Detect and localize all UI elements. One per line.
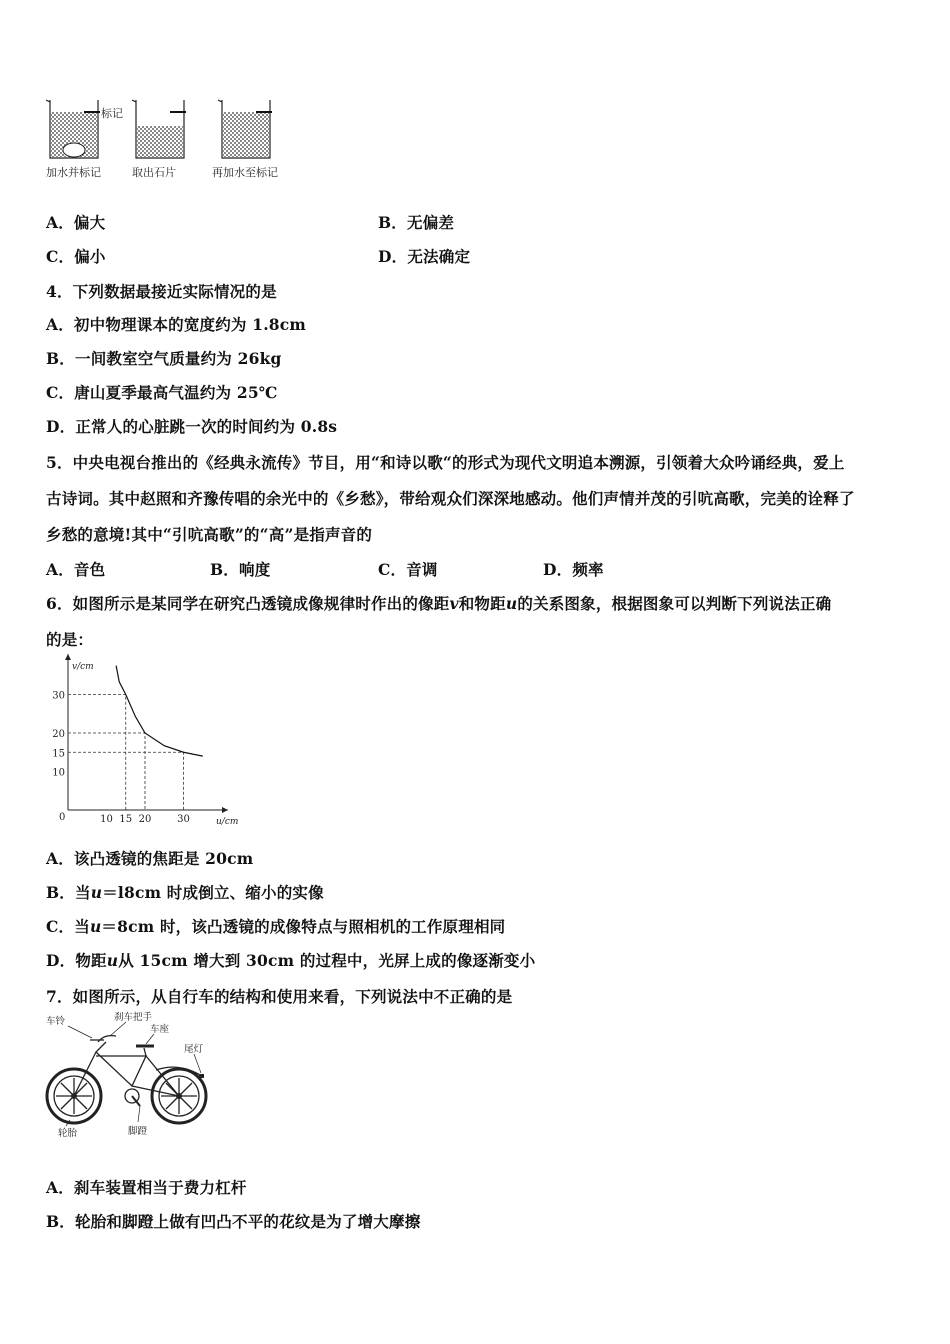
q6-option-b-post: ＝l8cm 时成倒立、缩小的实像 [102, 883, 324, 902]
q4-option-a: A．初中物理课本的宽度约为 1.8cm [46, 315, 307, 334]
beaker-3 [218, 100, 272, 158]
guide-line-1 [68, 733, 145, 810]
bicycle-figure [44, 1010, 219, 1145]
y-tick-20: 20 [52, 729, 65, 740]
q6-option-d-var: u [106, 951, 119, 970]
origin-label: 0 [59, 812, 66, 823]
q6-option-a: A．该凸透镜的焦距是 20cm [46, 849, 254, 868]
q5-stem-line-1: 5．中央电视台推出的《经典永流传》节目，用“和诗以歌“的形式为现代文明追本溯源，引领着大众吟诵经典，爱上 [46, 453, 845, 472]
q6-option-b-var: u [90, 883, 103, 902]
stone-shape [63, 143, 85, 157]
q6-option-d-pre: D．物距 [46, 951, 107, 970]
q6-stem-line-2: 的是： [46, 630, 94, 649]
q5-option-c: C．音调 [378, 560, 438, 579]
caption-3: 再加水至标记 [212, 166, 278, 179]
q6-stem-line-1 [46, 592, 831, 614]
caption-2: 取出石片 [132, 166, 176, 179]
label-brake-lever: 刹车把手 [114, 1012, 153, 1023]
taillight [199, 1074, 204, 1078]
q5-option-d: D．频率 [543, 560, 604, 579]
q6-stem-part-2: 和物距 [458, 594, 506, 613]
y-tick-10: 10 [52, 767, 65, 779]
q6-stem-part-1: 6．如图所示是某同学在研究凸透镜成像规律时作出的像距 [46, 594, 450, 613]
q3-option-row-1 [46, 211, 105, 233]
x-tick-15: 15 [119, 814, 133, 825]
var-u: u [505, 594, 518, 613]
q6-option-c-pre: C．当 [46, 917, 90, 936]
label-pedal: 脚蹬 [128, 1126, 148, 1137]
q5-stem-line-3: 乡愁的意境!其中“引吭高歌”的“高”是指声音的 [46, 525, 373, 544]
y-tick-30: 30 [52, 690, 65, 702]
label-taillight: 尾灯 [184, 1044, 204, 1055]
q6-stem-part-3: 的关系图象，根据图象可以判断下列说法正确 [517, 594, 832, 613]
caption-1: 加水并标记 [46, 166, 101, 179]
label-tire: 轮胎 [58, 1128, 78, 1139]
q3-option-d: D．无法确定 [378, 247, 471, 266]
q6-option-d-post: 从 15cm 增大到 30cm 的过程中，光屏上成的像逐渐变小 [118, 951, 536, 970]
q7-option-b: B．轮胎和脚蹬上做有凹凸不平的花纹是为了增大摩擦 [46, 1212, 421, 1231]
x-tick-10: 10 [100, 814, 113, 825]
x-axis-arrow [222, 807, 228, 813]
y-axis-arrow [65, 654, 71, 660]
q6-option-b-pre: B．当 [46, 883, 91, 902]
q4-option-d: D．正常人的心脏跳一次的时间约为 0.8s [46, 417, 338, 436]
q6-option-c-post: ＝8cm 时，该凸透镜的成像特点与照相机的工作原理相同 [101, 917, 506, 936]
q4-stem: 4．下列数据最接近实际情况的是 [46, 282, 277, 301]
guide-line-0 [68, 695, 126, 811]
q5-stem-line-2: 古诗词。其中赵照和齐豫传唱的余光中的《乡愁》，带给观众们深深地感动。他们声情并茂的引吭高歌，完美的诠释了 [46, 489, 855, 508]
var-v: v [449, 594, 459, 613]
q6-option-b [46, 881, 324, 903]
q7-option-a: A．刹车装置相当于费力杠杆 [46, 1178, 247, 1197]
beaker-1 [46, 100, 100, 158]
beakers-figure [40, 92, 310, 184]
q3-option-a: A．偏大 [46, 213, 106, 232]
v-u-chart [44, 654, 254, 832]
x-tick-30: 30 [177, 814, 190, 825]
series-curve [116, 666, 203, 756]
beaker-2 [132, 100, 186, 158]
y-axis-label: v/cm [72, 662, 94, 672]
q7-stem: 7．如图所示，从自行车的结构和使用来看，下列说法中不正确的是 [46, 987, 513, 1006]
q5-option-b: B．响度 [210, 560, 271, 579]
x-tick-20: 20 [138, 814, 152, 825]
mark-label: 标记 [101, 107, 123, 120]
x-axis-label: u/cm [216, 817, 239, 827]
y-tick-15: 15 [52, 748, 65, 760]
q4-option-b: B．一间教室空气质量约为 26kg [46, 349, 282, 368]
q3-option-c: C．偏小 [46, 247, 106, 266]
q6-option-c [46, 915, 505, 937]
q3-option-b: B．无偏差 [378, 213, 455, 232]
label-saddle: 车座 [150, 1024, 170, 1035]
q6-option-d [46, 949, 535, 971]
q5-option-a: A．音色 [46, 560, 106, 579]
guide-line-2 [68, 752, 184, 810]
q6-option-c-var: u [89, 917, 102, 936]
label-bell: 车铃 [46, 1016, 66, 1027]
q4-option-c: C．唐山夏季最高气温约为 25℃ [46, 383, 278, 402]
